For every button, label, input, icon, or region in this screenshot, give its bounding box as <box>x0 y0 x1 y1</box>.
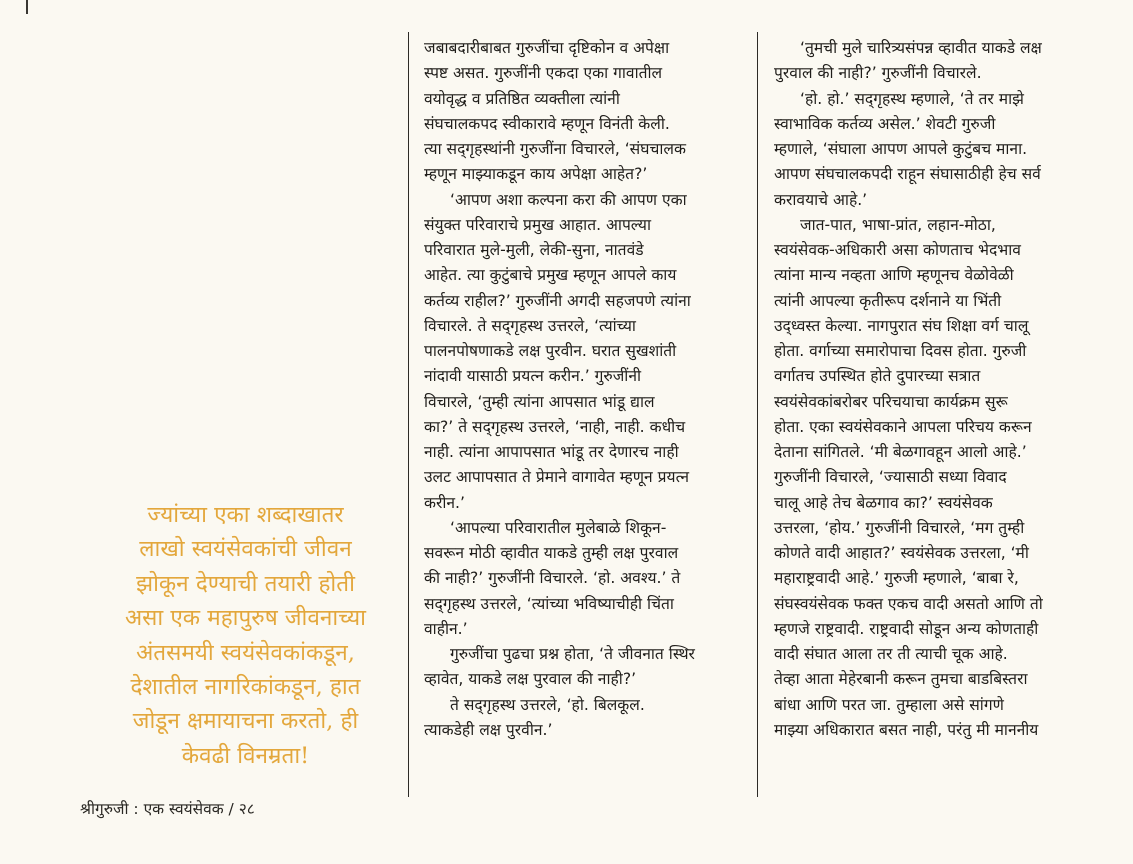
column-1-line: आहेत. त्या कुटुंबाचे प्रमुख म्हणून आपले काय <box>424 266 677 285</box>
pull-quote-line: ज्यांच्या एका शब्दाखातर <box>147 502 344 528</box>
pull-quote-line: अंतसमयी स्वयंसेवकांकडून, <box>136 639 355 666</box>
column-2-line: करावयाचे आहे.’ <box>774 190 868 209</box>
column-2-line: तेव्हा आता मेहेरबानी करून तुमचा बाडबिस्तरा <box>774 670 1028 689</box>
column-2-line: होता. वर्गाच्या समारोपाचा दिवस होता. गुरुजी <box>774 342 1027 360</box>
column-2-line: संघस्वयंसेवक फक्त एकच वादी असतो आणि तो <box>774 594 1043 613</box>
column-2-line: बांधा आणि परत जा. तुम्हाला असे सांगणे <box>774 695 1004 714</box>
column-2-line: म्हणजे राष्ट्रवादी. राष्ट्रवादी सोडून अन्य कोणताही <box>774 619 1039 638</box>
column-2-line: उद्ध्वस्त केल्या. नागपुरात संघ शिक्षा वर्ग चालू <box>774 316 1029 335</box>
column-divider-right <box>757 32 758 797</box>
page-edge-mark <box>26 0 28 14</box>
column-1-line: म्हणून माझ्याकडून काय अपेक्षा आहेत?’ <box>424 165 648 184</box>
column-1-line: पालनपोषणाकडे लक्ष पुरवीन. घरात सुखशांती <box>424 342 677 360</box>
pull-quote-line: केवढी विनम्रता! <box>181 742 310 769</box>
column-1-line: का?’ ते सद्‌गृहस्थ उत्तरले, ‘नाही, नाही. कधीच <box>424 417 686 436</box>
column-2-line: त्यांनी आपल्या कृतीरूप दर्शनाने या भिंती <box>774 291 1002 310</box>
column-2-line: माझ्या अधिकारात बसत नाही, परंतु मी माननीय <box>774 720 1039 739</box>
column-1-line: संघचालकपद स्वीकारावे म्हणून विनंती केली. <box>424 114 670 133</box>
column-1-line: गुरुजींचा पुढचा प्रश्न होता, ‘ते जीवनात स्थिर <box>450 645 695 663</box>
column-2-line: वादी संघात आला तर ती त्याची चूक आहे. <box>774 645 1008 663</box>
column-2-line: चालू आहे तेच बेळगाव का?’ स्वयंसेवक <box>774 493 993 512</box>
column-2-line: देताना सांगितले. ‘मी बेळगावहून आलो आहे.’ <box>774 443 1027 461</box>
column-1-line: सवरून मोठी व्हावीत याकडे तुम्ही लक्ष पुरवाल <box>424 544 679 562</box>
column-1-line: विचारले, ‘तुम्ही त्यांना आपसात भांडू द्याल <box>424 392 655 411</box>
column-2-line: महाराष्ट्रवादी आहे.’ गुरुजी म्हणाले, ‘बाबा रे, <box>774 569 1019 588</box>
column-1-line: नांदावी यासाठी प्रयत्न करीन.’ गुरुजींनी <box>424 367 642 386</box>
text-column-2 <box>774 36 1104 743</box>
text-column-1 <box>424 36 746 743</box>
pull-quote <box>78 498 413 773</box>
column-1-line: व्हावेत, याकडे लक्ष पुरवाल की नाही?’ <box>424 670 637 689</box>
page-footer: श्रीगुरुजी : एक स्वयंसेवक / २८ <box>80 800 255 818</box>
pull-quote-line: जोडून क्षमायाचना करतो, ही <box>132 708 359 735</box>
column-2-line: होता. एका स्वयंसेवकाने आपला परिचय करून <box>774 417 1032 436</box>
column-1-line: जबाबदारीबाबत गुरुजींचा दृष्टिकोन व अपेक्षा <box>424 39 670 57</box>
column-2-line: वर्गातच उपस्थित होते दुपारच्या सत्रात <box>774 367 981 386</box>
column-1-line: कर्तव्य राहील?’ गुरुजींनी अगदी सहजपणे त्यांना <box>424 291 691 310</box>
column-2-line: म्हणाले, ‘संघाला आपण आपले कुटुंबच माना. <box>774 140 1028 158</box>
column-1-line: ‘आपल्या परिवारातील मुलेबाळे शिकून- <box>450 518 667 537</box>
column-1-line: सद्‌गृहस्थ उत्तरले, ‘त्यांच्या भविष्याचीही चिंता <box>424 594 674 613</box>
column-2-line: कोणते वादी आहात?’ स्वयंसेवक उत्तरला, ‘मी <box>774 544 1029 562</box>
column-2-line: ‘तुमची मुले चारित्र्यसंपन्न व्हावीत याकडे लक्ष <box>800 39 1042 57</box>
column-2-line: पुरवाल की नाही?’ गुरुजींनी विचारले. <box>774 64 982 83</box>
column-1-line: स्पष्ट असत. गुरुजींनी एकदा एका गावातील <box>424 64 663 83</box>
column-1-line: करीन.’ <box>424 493 465 512</box>
column-1-line: त्या सद्‌गृहस्थांनी गुरुजींना विचारले, ‘संघचालक <box>424 140 686 158</box>
column-1-line: वाहीन.’ <box>424 619 468 638</box>
pull-quote-line: देशातील नागरिकांकडून, हात <box>130 674 361 701</box>
column-1-line: त्याकडेही लक्ष पुरवीन.’ <box>424 720 553 739</box>
column-1-line: ‘आपण अशा कल्पना करा की आपण एका <box>450 190 687 209</box>
column-2-line: स्वाभाविक कर्तव्य असेल.’ शेवटी गुरुजी <box>774 114 996 133</box>
column-1-line: परिवारात मुले-मुली, लेकी-सुना, नातवंडे <box>424 241 644 259</box>
column-2-line: स्वयंसेवक-अधिकारी असा कोणताच भेदभाव <box>774 241 1021 259</box>
column-1-line: वयोवृद्ध व प्रतिष्ठित व्यक्तीला त्यांनी <box>424 89 620 108</box>
column-2-line: गुरुजींनी विचारले, ‘ज्यासाठी सध्या विवाद <box>774 468 1007 487</box>
column-1-line: नाही. त्यांना आपापसात भांडू तर देणारच नाही <box>424 443 679 461</box>
column-1-line: की नाही?’ गुरुजींनी विचारले. ‘हो. अवश्य.’ ते <box>424 569 681 588</box>
pull-quote-line: झोकून देण्याची तयारी होती <box>136 570 355 597</box>
column-1-line: उलट आपापसात ते प्रेमाने वागावेत म्हणून प्रयत्न <box>424 468 690 487</box>
column-2-line: स्वयंसेवकांबरोबर परिचयाचा कार्यक्रम सुरू <box>774 392 1008 411</box>
column-2-line: त्यांना मान्य नव्हता आणि म्हणूनच वेळोवेळी <box>774 266 1014 285</box>
pull-quote-line: असा एक महापुरुष जीवनाच्या <box>124 605 366 632</box>
column-1-line: विचारले. ते सद्‌गृहस्थ उत्तरले, ‘त्यांच्या <box>424 316 636 335</box>
column-2-line: आपण संघचालकपदी राहून संघासाठीही हेच सर्व <box>774 165 1041 184</box>
column-1-line: ते सद्‌गृहस्थ उत्तरले, ‘हो. बिलकूल. <box>450 695 645 714</box>
pull-quote-line: लाखो स्वयंसेवकांची जीवन <box>139 536 352 563</box>
column-divider-left <box>408 32 409 797</box>
column-2-line: जात-पात, भाषा-प्रांत, लहान-मोठा, <box>800 215 996 234</box>
column-2-line: ‘हो. हो.’ सद्‌गृहस्थ म्हणाले, ‘ते तर माझे <box>800 89 1024 108</box>
column-2-line: उत्तरला, ‘होय.’ गुरुजींनी विचारले, ‘मग तुम्ही <box>774 518 1025 537</box>
column-1-line: संयुक्त परिवाराचे प्रमुख आहात. आपल्या <box>424 215 652 234</box>
